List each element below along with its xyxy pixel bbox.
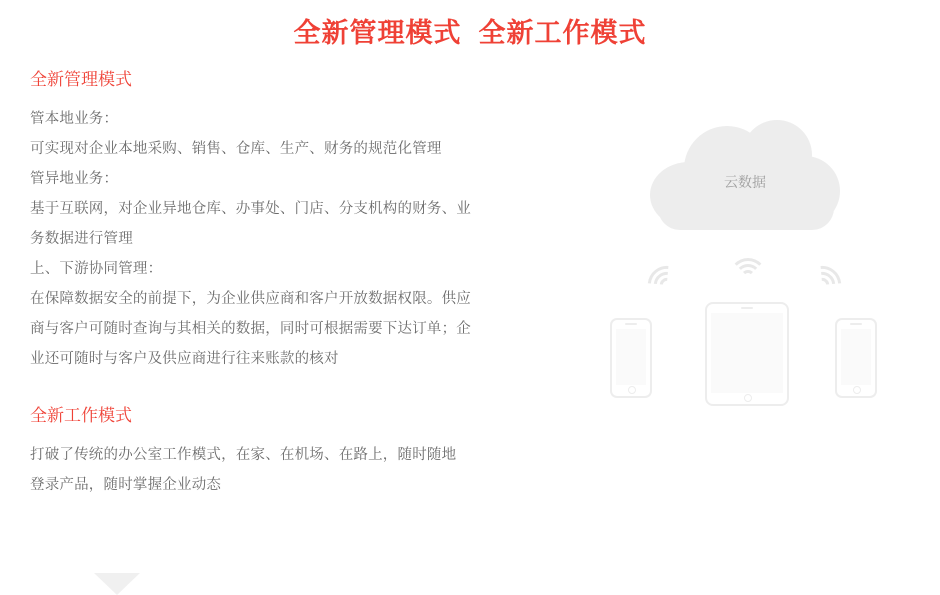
wifi-signal-icon-right (798, 248, 859, 308)
wifi-signal-icon-left (631, 248, 692, 308)
signal-arc (795, 258, 849, 312)
paragraph-remote-business-text-2: 务数据进行管理 (30, 230, 133, 247)
wifi-signal-icon-middle (725, 248, 771, 288)
device-screen (616, 329, 646, 385)
smartphone-icon-left (610, 318, 652, 398)
device-speaker (625, 323, 637, 325)
paragraph-remote-business-label: 管异地业务： (30, 170, 119, 187)
tablet-icon (705, 302, 789, 406)
section-title-management: 全新管理模式 (30, 70, 132, 89)
paragraph-supply-chain-label: 上、下游协同管理： (30, 260, 163, 277)
paragraph-local-business-label: 管本地业务： (30, 110, 119, 127)
device-home-button (628, 386, 636, 394)
signal-arc (640, 258, 694, 312)
signal-arc (729, 258, 767, 296)
cloud-devices-illustration (600, 110, 920, 420)
paragraph-work-mode-text-2: 登录产品，随时掌握企业动态 (30, 476, 222, 493)
device-screen (841, 329, 871, 385)
paragraph-work-mode-text-1: 打破了传统的办公室工作模式，在家、在机场、在路上，随时随地 (30, 446, 457, 463)
bottom-arrow-divider (94, 573, 140, 595)
paragraph-supply-chain-text-3: 业还可随时与客户及供应商进行往来账款的核对 (30, 350, 339, 367)
paragraph-supply-chain-text-2: 商与客户可随时查询与其相关的数据，同时可根据需要下达订单；企 (30, 320, 471, 337)
paragraph-remote-business-text-1: 基于互联网，对企业异地仓库、办事处、门店、分支机构的财务、业 (30, 200, 471, 217)
content-column (30, 68, 530, 500)
cloud-base (658, 186, 834, 230)
smartphone-icon-right (835, 318, 877, 398)
device-screen (711, 313, 783, 393)
paragraph-supply-chain-text-1: 在保障数据安全的前提下，为企业供应商和客户开放数据权限。供应 (30, 290, 471, 307)
paragraph-local-business-text: 可实现对企业本地采购、销售、仓库、生产、财务的规范化管理 (30, 140, 442, 157)
device-home-button (744, 394, 752, 402)
page-title: 全新管理模式 全新工作模式 (293, 18, 647, 48)
cloud-icon (650, 120, 840, 230)
device-home-button (853, 386, 861, 394)
device-speaker (850, 323, 862, 325)
section-title-work-mode: 全新工作模式 (30, 405, 132, 425)
cloud-label: 云数据 (724, 174, 766, 190)
device-speaker (741, 307, 753, 309)
